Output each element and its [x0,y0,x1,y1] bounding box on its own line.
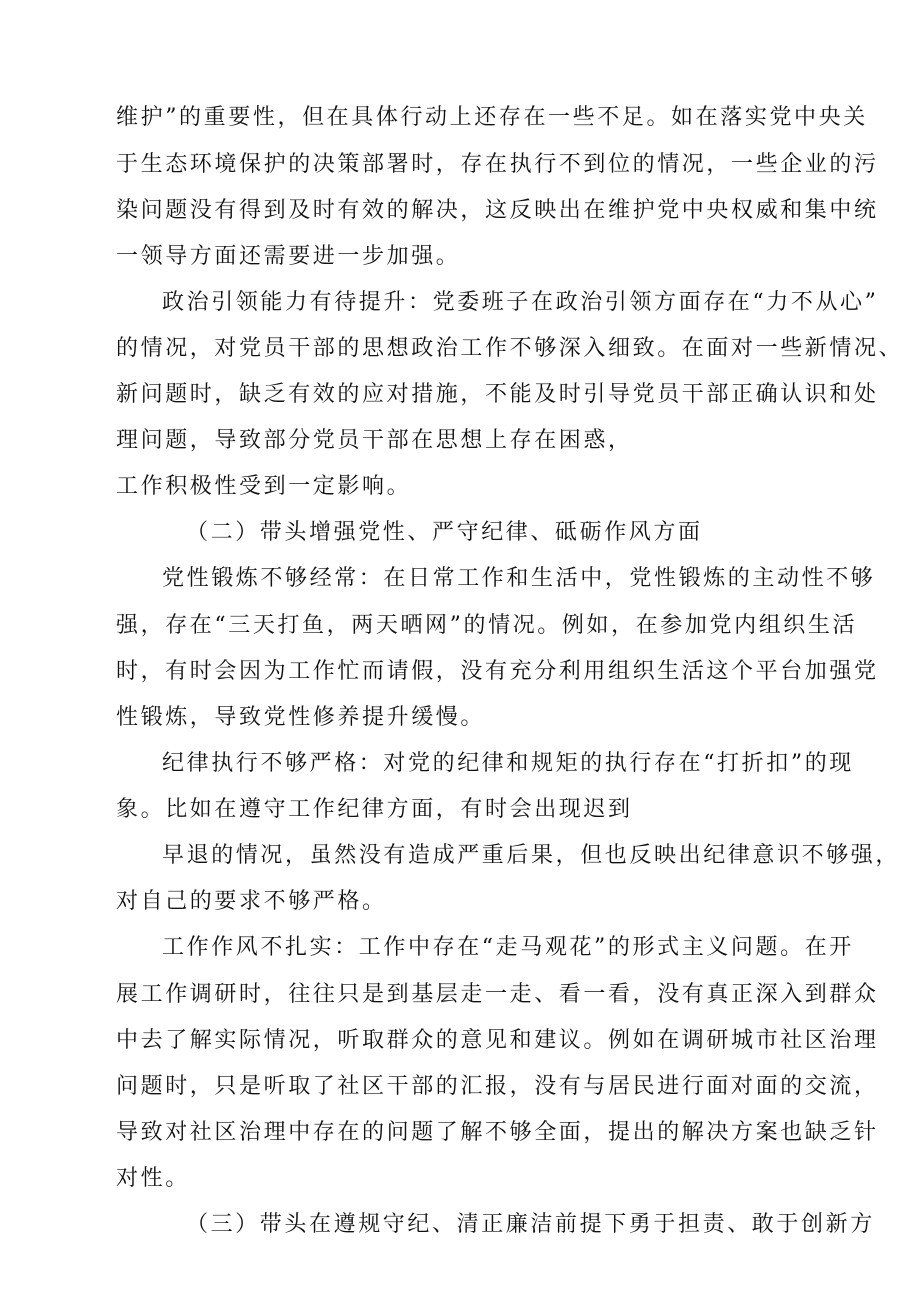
text-line: 展工作调研时，往往只是到基层走一走、看一看，没有真正深入到群众 [116,982,879,1007]
section-heading: （三）带头在遵规守纪、清正廉洁前提下勇于担责、敢于创新方 [186,1212,875,1237]
text-line: 早退的情况，虽然没有造成严重后果，但也反映出纪律意识不够强， [162,843,901,868]
paragraph-start-line: 纪律执行不够严格：对党的纪律和规矩的执行存在“打折扣”的现 [162,751,854,776]
paragraph-start-line: 党性锻炼不够经常：在日常工作和生活中，党性锻炼的主动性不够 [162,566,876,591]
text-line: 对性。 [116,1166,190,1191]
text-line: 新问题时，缺乏有效的应对措施，不能及时引导党员干部正确认识和处 [116,382,879,407]
text-line: 性锻炼，导致党性修养提升缓慢。 [116,705,486,730]
text-line: 对自己的要求不够严格。 [116,889,387,914]
text-line: 染问题没有得到及时有效的解决，这反映出在维护党中央权威和集中统 [116,198,879,223]
text-line: 一领导方面还需要进一步加强。 [116,244,461,269]
text-line: 强，存在“三天打鱼，两天晒网”的情况。例如，在参加党内组织生活 [116,613,858,638]
section-heading: （二）带头增强党性、严守纪律、砥砺作风方面 [186,520,703,545]
text-line: 工作积极性受到一定影响。 [116,474,412,499]
text-line: 问题时，只是听取了社区干部的汇报，没有与居民进行面对面的交流， [116,1074,879,1099]
text-line: 于生态环境保护的决策部署时，存在执行不到位的情况，一些企业的污 [116,152,879,177]
text-line: 导致对社区治理中存在的问题了解不够全面，提出的解决方案也缺乏针 [116,1120,879,1145]
paragraph-start-line: 工作作风不扎实：工作中存在“走马观花”的形式主义问题。在开 [162,935,854,960]
paragraph-start-line: 政治引领能力有待提升：党委班子在政治引领方面存在“力不从心” [162,290,879,315]
text-line: 理问题，导致部分党员干部在思想上存在困惑， [116,428,633,453]
text-line: 的情况，对党员干部的思想政治工作不够深入细致。在面对一些新情况、 [116,336,904,361]
text-line: 象。比如在遵守工作纪律方面，有时会出现迟到 [116,797,633,822]
text-line: 中去了解实际情况，听取群众的意见和建议。例如在调研城市社区治理 [116,1028,879,1053]
text-line: 维护”的重要性，但在具体行动上还存在一些不足。如在落实党中央关 [116,105,868,130]
text-line: 时，有时会因为工作忙而请假，没有充分利用组织生活这个平台加强党 [116,659,879,684]
